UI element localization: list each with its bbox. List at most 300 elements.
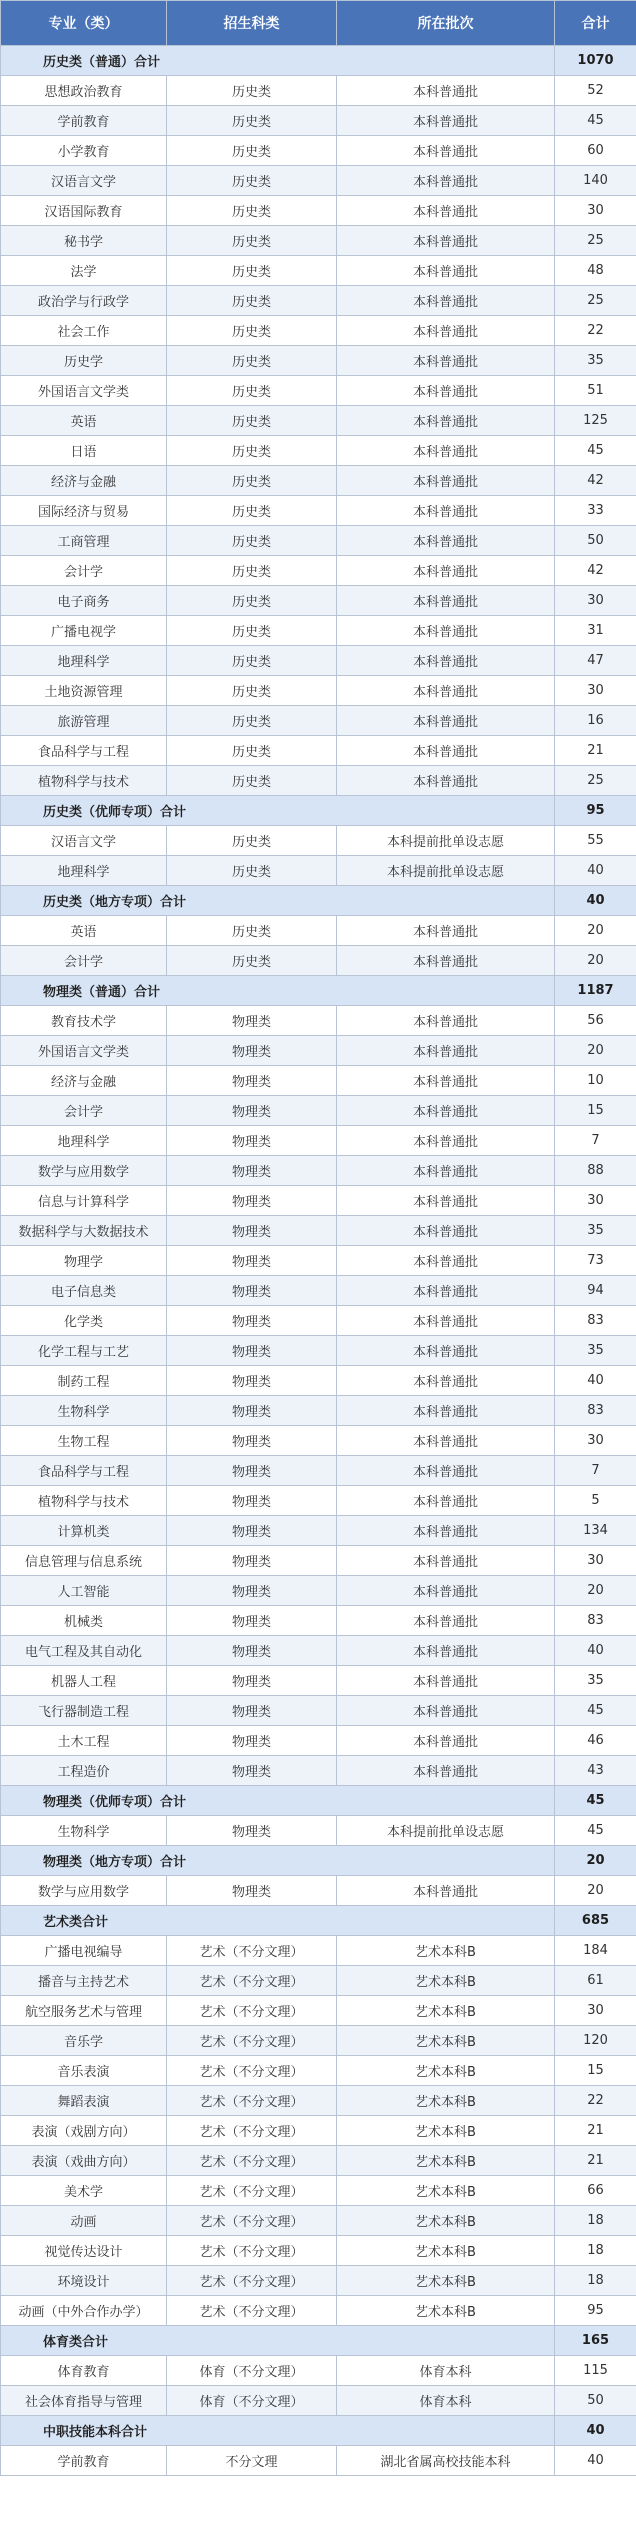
major-cell: 电子信息类 [1,1276,167,1306]
batch-cell: 艺术本科B [337,1936,555,1966]
subject-cell: 历史类 [167,406,337,436]
table-row [1,1186,636,1216]
batch-cell: 本科普通批 [337,1456,555,1486]
batch-cell: 本科普通批 [337,556,555,586]
batch-cell: 本科提前批单设志愿 [337,856,555,886]
total-cell: 51 [555,376,636,406]
batch-cell: 艺术本科B [337,2026,555,2056]
total-cell: 50 [555,526,636,556]
batch-cell: 本科普通批 [337,946,555,976]
category-total-row [1,1846,636,1876]
subject-cell: 历史类 [167,526,337,556]
category-total: 20 [555,1846,636,1876]
major-cell: 工程造价 [1,1756,167,1786]
major-cell: 植物科学与技术 [1,1486,167,1516]
subject-cell: 艺术（不分文理） [167,2236,337,2266]
table-row [1,856,636,886]
total-cell: 22 [555,316,636,346]
table-row [1,376,636,406]
batch-cell: 本科普通批 [337,586,555,616]
major-cell: 社会工作 [1,316,167,346]
major-cell: 英语 [1,406,167,436]
batch-cell: 本科普通批 [337,1036,555,1066]
subject-cell: 艺术（不分文理） [167,2116,337,2146]
batch-cell: 本科普通批 [337,526,555,556]
table-row [1,1336,636,1366]
batch-cell: 本科普通批 [337,316,555,346]
table-row [1,166,636,196]
subject-cell: 历史类 [167,766,337,796]
total-cell: 7 [555,1126,636,1156]
total-cell: 16 [555,706,636,736]
category-total-row [1,1906,636,1936]
table-row [1,256,636,286]
total-cell: 30 [555,1426,636,1456]
major-cell: 会计学 [1,1096,167,1126]
table-row [1,1156,636,1186]
table-row [1,646,636,676]
category-total-row [1,976,636,1006]
table-row [1,2026,636,2056]
major-cell: 体育教育 [1,2356,167,2386]
total-cell: 35 [555,346,636,376]
major-cell: 食品科学与工程 [1,1456,167,1486]
total-cell: 73 [555,1246,636,1276]
table-row [1,1696,636,1726]
table-row [1,1636,636,1666]
batch-cell: 本科普通批 [337,1516,555,1546]
subject-cell: 历史类 [167,646,337,676]
subject-cell: 历史类 [167,436,337,466]
major-cell: 表演（戏剧方向） [1,2116,167,2146]
category-total: 1187 [555,976,636,1006]
table-row [1,1366,636,1396]
total-cell: 60 [555,136,636,166]
batch-cell: 本科普通批 [337,1546,555,1576]
category-name: 体育类合计 [1,2326,555,2356]
subject-cell: 历史类 [167,556,337,586]
category-name: 艺术类合计 [1,1906,555,1936]
total-cell: 120 [555,2026,636,2056]
batch-cell: 本科普通批 [337,1726,555,1756]
subject-cell: 不分文理 [167,2446,337,2476]
batch-cell: 本科普通批 [337,1216,555,1246]
total-cell: 46 [555,1726,636,1756]
batch-cell: 艺术本科B [337,2266,555,2296]
total-cell: 184 [555,1936,636,1966]
table-row [1,1426,636,1456]
major-cell: 旅游管理 [1,706,167,736]
major-cell: 舞蹈表演 [1,2086,167,2116]
major-cell: 外国语言文学类 [1,376,167,406]
subject-cell: 物理类 [167,1816,337,1846]
subject-cell: 物理类 [167,1156,337,1186]
subject-cell: 艺术（不分文理） [167,1936,337,1966]
table-row [1,2356,636,2386]
major-cell: 社会体育指导与管理 [1,2386,167,2416]
total-cell: 15 [555,1096,636,1126]
total-cell: 42 [555,556,636,586]
subject-cell: 艺术（不分文理） [167,2206,337,2236]
table-row [1,1966,636,1996]
table-row [1,826,636,856]
major-cell: 秘书学 [1,226,167,256]
major-cell: 国际经济与贸易 [1,496,167,526]
table-row [1,2266,636,2296]
total-cell: 47 [555,646,636,676]
table-row [1,76,636,106]
table-row [1,556,636,586]
total-cell: 52 [555,76,636,106]
category-total: 1070 [555,46,636,76]
subject-cell: 物理类 [167,1486,337,1516]
major-cell: 思想政治教育 [1,76,167,106]
batch-cell: 本科普通批 [337,466,555,496]
major-cell: 计算机类 [1,1516,167,1546]
major-cell: 电子商务 [1,586,167,616]
category-name: 物理类（普通）合计 [1,976,555,1006]
major-cell: 经济与金融 [1,1066,167,1096]
subject-cell: 物理类 [167,1366,337,1396]
subject-cell: 体育（不分文理） [167,2386,337,2416]
major-cell: 土木工程 [1,1726,167,1756]
subject-cell: 物理类 [167,1696,337,1726]
batch-cell: 本科普通批 [337,1156,555,1186]
major-cell: 数学与应用数学 [1,1156,167,1186]
major-cell: 地理科学 [1,1126,167,1156]
total-cell: 30 [555,1186,636,1216]
major-cell: 汉语言文学 [1,826,167,856]
table-row [1,406,636,436]
subject-cell: 物理类 [167,1456,337,1486]
table-row [1,466,636,496]
subject-cell: 历史类 [167,256,337,286]
subject-cell: 历史类 [167,826,337,856]
header-major: 专业（类） [1,1,167,46]
table-body [1,46,636,2476]
subject-cell: 体育（不分文理） [167,2356,337,2386]
category-name: 历史类（优师专项）合计 [1,796,555,826]
total-cell: 40 [555,856,636,886]
table-row [1,1126,636,1156]
major-cell: 广播电视编导 [1,1936,167,1966]
major-cell: 地理科学 [1,856,167,886]
subject-cell: 物理类 [167,1096,337,1126]
table-row [1,2146,636,2176]
major-cell: 生物科学 [1,1396,167,1426]
total-cell: 56 [555,1006,636,1036]
batch-cell: 本科普通批 [337,376,555,406]
total-cell: 35 [555,1666,636,1696]
total-cell: 45 [555,106,636,136]
major-cell: 法学 [1,256,167,286]
table-row [1,1096,636,1126]
total-cell: 18 [555,2236,636,2266]
table-row [1,1006,636,1036]
total-cell: 20 [555,1036,636,1066]
category-total: 45 [555,1786,636,1816]
table-row [1,766,636,796]
table-row [1,1486,636,1516]
subject-cell: 艺术（不分文理） [167,1966,337,1996]
total-cell: 40 [555,1366,636,1396]
major-cell: 生物工程 [1,1426,167,1456]
batch-cell: 本科普通批 [337,1396,555,1426]
subject-cell: 物理类 [167,1336,337,1366]
category-total-row [1,2416,636,2446]
major-cell: 音乐学 [1,2026,167,2056]
table-row [1,1756,636,1786]
subject-cell: 历史类 [167,676,337,706]
subject-cell: 物理类 [167,1516,337,1546]
batch-cell: 艺术本科B [337,2206,555,2236]
subject-cell: 历史类 [167,856,337,886]
batch-cell: 本科普通批 [337,646,555,676]
category-total: 165 [555,2326,636,2356]
total-cell: 134 [555,1516,636,1546]
category-total: 685 [555,1906,636,1936]
total-cell: 35 [555,1216,636,1246]
total-cell: 45 [555,436,636,466]
category-name: 中职技能本科合计 [1,2416,555,2446]
total-cell: 30 [555,1546,636,1576]
batch-cell: 本科普通批 [337,346,555,376]
major-cell: 学前教育 [1,2446,167,2476]
table-row [1,706,636,736]
total-cell: 35 [555,1336,636,1366]
subject-cell: 物理类 [167,1876,337,1906]
total-cell: 45 [555,1816,636,1846]
total-cell: 83 [555,1306,636,1336]
total-cell: 33 [555,496,636,526]
subject-cell: 历史类 [167,376,337,406]
batch-cell: 本科普通批 [337,166,555,196]
subject-cell: 艺术（不分文理） [167,2056,337,2086]
major-cell: 汉语国际教育 [1,196,167,226]
category-name: 历史类（普通）合计 [1,46,555,76]
total-cell: 21 [555,2116,636,2146]
batch-cell: 本科普通批 [337,1006,555,1036]
batch-cell: 本科普通批 [337,1096,555,1126]
category-name: 物理类（优师专项）合计 [1,1786,555,1816]
category-total-row [1,1786,636,1816]
table-row [1,2116,636,2146]
major-cell: 生物科学 [1,1816,167,1846]
major-cell: 物理学 [1,1246,167,1276]
total-cell: 18 [555,2206,636,2236]
total-cell: 31 [555,616,636,646]
total-cell: 30 [555,586,636,616]
major-cell: 播音与主持艺术 [1,1966,167,1996]
subject-cell: 历史类 [167,616,337,646]
table-row [1,1726,636,1756]
major-cell: 汉语言文学 [1,166,167,196]
subject-cell: 历史类 [167,316,337,346]
table-row [1,2296,636,2326]
total-cell: 21 [555,2146,636,2176]
subject-cell: 物理类 [167,1246,337,1276]
table-row [1,106,636,136]
subject-cell: 物理类 [167,1576,337,1606]
subject-cell: 艺术（不分文理） [167,1996,337,2026]
subject-cell: 物理类 [167,1396,337,1426]
total-cell: 125 [555,406,636,436]
batch-cell: 湖北省属高校技能本科 [337,2446,555,2476]
subject-cell: 物理类 [167,1306,337,1336]
batch-cell: 艺术本科B [337,2086,555,2116]
total-cell: 94 [555,1276,636,1306]
major-cell: 视觉传达设计 [1,2236,167,2266]
total-cell: 88 [555,1156,636,1186]
table-row [1,1996,636,2026]
batch-cell: 本科普通批 [337,1126,555,1156]
major-cell: 学前教育 [1,106,167,136]
subject-cell: 历史类 [167,346,337,376]
subject-cell: 艺术（不分文理） [167,2146,337,2176]
table-row [1,1546,636,1576]
total-cell: 20 [555,946,636,976]
table-row [1,346,636,376]
total-cell: 66 [555,2176,636,2206]
major-cell: 机器人工程 [1,1666,167,1696]
batch-cell: 本科普通批 [337,136,555,166]
total-cell: 20 [555,1576,636,1606]
category-total-row [1,886,636,916]
subject-cell: 历史类 [167,226,337,256]
header-subject: 招生科类 [167,1,337,46]
major-cell: 土地资源管理 [1,676,167,706]
table-row [1,616,636,646]
batch-cell: 艺术本科B [337,2116,555,2146]
major-cell: 政治学与行政学 [1,286,167,316]
batch-cell: 艺术本科B [337,2236,555,2266]
batch-cell: 艺术本科B [337,1966,555,1996]
subject-cell: 历史类 [167,136,337,166]
batch-cell: 本科普通批 [337,1426,555,1456]
major-cell: 化学类 [1,1306,167,1336]
batch-cell: 本科普通批 [337,1666,555,1696]
total-cell: 25 [555,766,636,796]
major-cell: 地理科学 [1,646,167,676]
subject-cell: 历史类 [167,286,337,316]
major-cell: 音乐表演 [1,2056,167,2086]
batch-cell: 本科普通批 [337,766,555,796]
table-row [1,1036,636,1066]
major-cell: 数据科学与大数据技术 [1,1216,167,1246]
category-total: 95 [555,796,636,826]
batch-cell: 本科普通批 [337,1186,555,1216]
batch-cell: 艺术本科B [337,2176,555,2206]
batch-cell: 本科普通批 [337,1636,555,1666]
table-row [1,2176,636,2206]
batch-cell: 本科普通批 [337,1576,555,1606]
major-cell: 会计学 [1,946,167,976]
table-row [1,436,636,466]
subject-cell: 物理类 [167,1726,337,1756]
batch-cell: 本科普通批 [337,616,555,646]
batch-cell: 本科普通批 [337,736,555,766]
subject-cell: 历史类 [167,586,337,616]
table-row [1,1246,636,1276]
batch-cell: 本科普通批 [337,1606,555,1636]
table-row [1,1516,636,1546]
table-row [1,286,636,316]
batch-cell: 本科普通批 [337,1336,555,1366]
batch-cell: 本科普通批 [337,916,555,946]
batch-cell: 体育本科 [337,2356,555,2386]
major-cell: 制药工程 [1,1366,167,1396]
batch-cell: 本科普通批 [337,256,555,286]
total-cell: 10 [555,1066,636,1096]
batch-cell: 本科普通批 [337,1246,555,1276]
subject-cell: 物理类 [167,1276,337,1306]
major-cell: 会计学 [1,556,167,586]
total-cell: 5 [555,1486,636,1516]
major-cell: 美术学 [1,2176,167,2206]
subject-cell: 艺术（不分文理） [167,2026,337,2056]
batch-cell: 本科普通批 [337,106,555,136]
subject-cell: 历史类 [167,196,337,226]
total-cell: 30 [555,196,636,226]
table-row [1,526,636,556]
total-cell: 40 [555,2446,636,2476]
header-row [1,1,636,46]
table-row [1,496,636,526]
batch-cell: 本科普通批 [337,706,555,736]
total-cell: 25 [555,286,636,316]
batch-cell: 艺术本科B [337,1996,555,2026]
batch-cell: 本科普通批 [337,1066,555,1096]
major-cell: 环境设计 [1,2266,167,2296]
subject-cell: 物理类 [167,1186,337,1216]
batch-cell: 本科普通批 [337,226,555,256]
subject-cell: 历史类 [167,106,337,136]
total-cell: 42 [555,466,636,496]
total-cell: 55 [555,826,636,856]
subject-cell: 艺术（不分文理） [167,2296,337,2326]
subject-cell: 物理类 [167,1216,337,1246]
major-cell: 表演（戏曲方向） [1,2146,167,2176]
major-cell: 信息与计算科学 [1,1186,167,1216]
table-row [1,2056,636,2086]
subject-cell: 艺术（不分文理） [167,2086,337,2116]
major-cell: 植物科学与技术 [1,766,167,796]
total-cell: 45 [555,1696,636,1726]
table-row [1,1276,636,1306]
major-cell: 电气工程及其自动化 [1,1636,167,1666]
batch-cell: 本科普通批 [337,1486,555,1516]
subject-cell: 物理类 [167,1036,337,1066]
batch-cell: 本科普通批 [337,676,555,706]
major-cell: 食品科学与工程 [1,736,167,766]
batch-cell: 本科普通批 [337,1366,555,1396]
subject-cell: 物理类 [167,1066,337,1096]
total-cell: 30 [555,676,636,706]
subject-cell: 历史类 [167,736,337,766]
table-row [1,1456,636,1486]
major-cell: 动画（中外合作办学） [1,2296,167,2326]
major-cell: 小学教育 [1,136,167,166]
table-row [1,2086,636,2116]
subject-cell: 物理类 [167,1426,337,1456]
subject-cell: 物理类 [167,1546,337,1576]
category-name: 历史类（地方专项）合计 [1,886,555,916]
table-row [1,676,636,706]
table-row [1,136,636,166]
batch-cell: 本科普通批 [337,1276,555,1306]
subject-cell: 历史类 [167,916,337,946]
major-cell: 人工智能 [1,1576,167,1606]
